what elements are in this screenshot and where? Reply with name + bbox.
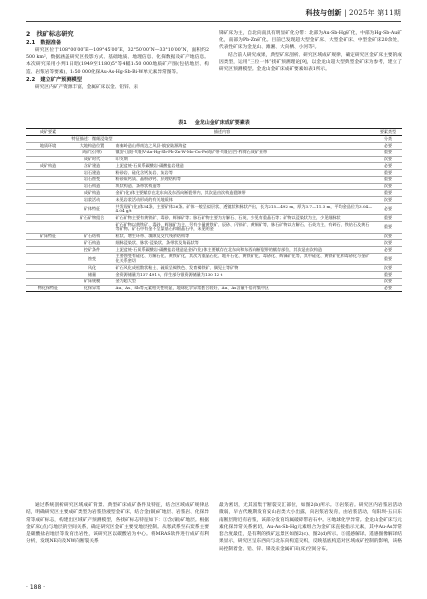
header-type: 要素类型 [374, 129, 402, 136]
cell-description: 细脉浸染状、脉状-浸染状、条带状及角砾状等 [114, 240, 374, 247]
table-row [26, 247, 402, 254]
table-row [26, 253, 402, 264]
cell-category: 地质环境 [26, 142, 70, 149]
subsection-data-prep: 2.1 数据准备 [26, 40, 62, 46]
cell-type: 重要 [374, 170, 402, 177]
bottom-left-column [26, 502, 209, 546]
table-row [26, 240, 402, 247]
table-row [26, 170, 402, 177]
table-row [26, 215, 402, 222]
cell-description: 块状构造、条带状构造等 [114, 183, 374, 190]
cell-element: 成矿构造 [70, 190, 114, 197]
cell-description: 未见岩浆活动形成的有关地质体 [114, 197, 374, 204]
cell-category [26, 265, 70, 272]
cell-element: 矿石构造 [70, 240, 114, 247]
cell-description: 印支期 [114, 156, 374, 163]
table-title: 金龙山金矿床成矿要素表 [194, 120, 250, 126]
cell-category [26, 170, 70, 177]
table-row [26, 163, 402, 170]
cell-type: 必要 [374, 204, 402, 215]
cell-category [26, 197, 70, 204]
cell-category [26, 253, 70, 264]
cell-category [26, 240, 70, 247]
cell-category [26, 278, 70, 285]
body-columns-top [26, 30, 402, 116]
cell-element: 大地构造位置 [70, 142, 114, 149]
cell-type: 次要 [374, 240, 402, 247]
cell-element: 含矿建造 [70, 163, 114, 170]
body-columns-bottom [26, 502, 402, 582]
cell-description: 矿石矿物主要有黄铁矿、毒砂、辉锑矿等；脉石矿物主要为方解石、石英，少见有重晶石等；矿物以浸染状为主，少见细脉状 [114, 215, 374, 222]
cell-category [26, 136, 70, 143]
cell-element: 特征描述：微细浸染型 [71, 135, 113, 141]
paragraph-data-prep: 研究区位于108°00′00″E—109°45′00″E，32°50′00″N—33°10′00″N，面积约2 500 km²，数据涵盖研究区投影方式、基础地质、地理信息、化探数据及矿产地信息。本次研究采用小判1日昭(1949至1180)5°等4幅1:50 000地质矿产图(包括地层、构造、岩浆岩等要素)，1:50 000化探Au-As-Hg-Sb-Bi-W单元素异常图等。 [26, 48, 209, 75]
header-description: 描述内容 [70, 129, 374, 136]
table-row [26, 197, 402, 204]
cell-type: 次要 [374, 278, 402, 285]
bottom-right-column [219, 502, 402, 553]
cell-element: 矿体特征 [70, 204, 114, 215]
cell-element [70, 222, 114, 233]
cell-element: 矿石结构 [70, 233, 114, 240]
cell-category: 物化探特征 [26, 285, 70, 292]
table-row [26, 285, 402, 292]
paragraph-markers-cont: 最为密切，尤其富集于断裂交汇部位，如图2(b)所示。③岩浆岩。研究区内岩浆岩活动微弱，早古代晚期发育安山岩类大小出露，向岩浆岩发育，由岩浆活动，旬阳坝-五日东南断层附近有岩浆，该部分发育均属破碎带岩石中。④地球化学异常。金龙山金矿床与元素化探异常关系密切，Au-As-Sb-Hg元素组合为金矿床直接指示元素，其中Au-As异常套合度最佳，是有利的找矿远景区如图2(c)、图2(d)所示。⑤遥感解译。遥感图像解译结果显示，研究区呈东西向与北东向构造交织，反映基底构造对区域成矿控制的影响，该格局控制着金、铅、锌、锑及汞金属矿田(床)空间分布。 [219, 503, 402, 552]
cell-element: 岩石建造 [70, 170, 114, 177]
table-caption [26, 119, 402, 126]
journal-title [306, 8, 401, 18]
cell-description: 金为超大型 [114, 278, 374, 285]
cell-type: 重要 [374, 149, 402, 156]
table-row [26, 149, 402, 156]
table-row [26, 142, 402, 149]
paragraph-zonation: 锑矿床为主，自北向南具有明显矿化分带：北部为Au-Sb-Hg矿化，中部为Hg-Sb-Au矿化，南部为Pb-Zn矿化。目前已发现超大型金矿床、大型金矿床、中型金矿床20余处，代表性矿床为金龙山、滩湘、大向栖、小河等²。 [219, 31, 402, 51]
cell-category [26, 156, 70, 163]
cell-type: 次要 [374, 183, 402, 190]
cell-type: 分类 [374, 136, 402, 143]
cell-element: 化探异常 [70, 285, 114, 292]
cell-type: 重要 [374, 215, 402, 222]
table-row [26, 156, 402, 163]
cell-element: 控矿条件 [70, 247, 114, 254]
table-row [26, 233, 402, 240]
cell-type: 重要 [374, 222, 402, 233]
header-element: 成矿要素 [26, 129, 70, 136]
cell-element: 成矿区(带) [70, 149, 114, 156]
cell-element: 矿石矿物组合 [70, 215, 114, 222]
cell-type: 必要 [374, 142, 402, 149]
cell-type: 重要 [374, 253, 402, 264]
cell-category [26, 176, 70, 183]
table-row [26, 272, 402, 279]
cell-type: 重要 [374, 190, 402, 197]
cell-description: 上泥盆统-石炭系碳酸岩-碳酸盐岩建造是金矿(化)体主要赋存在北东向和东西向断裂带的赋存部位，其次是由次构造 [114, 247, 374, 254]
table-row [26, 176, 402, 183]
cell-category [26, 272, 70, 279]
cell-element: 矿床规模 [70, 278, 114, 285]
cell-type: 次要 [374, 156, 402, 163]
cell-category [26, 149, 70, 156]
cell-description: Au、As、Sb等元素相关性明显，地球化学异常套合较好，Au、As含量千倍衬集中区 [114, 285, 374, 292]
table-row [26, 136, 402, 143]
cell-element: 岩浆活动 [70, 197, 114, 204]
cell-description: 上泥盆统-石炭系碳酸岩-碳酸盐岩建造 [114, 163, 374, 170]
cell-element: 成矿时代 [70, 156, 114, 163]
cell-type: 次要 [374, 197, 402, 204]
cell-description: 镇安-山阳-旬阳V-Au-Hg-Sb-Pb-Zn-W-Mo-Cu-Fe成矿带-旬阳台凹-柞荷石成矿亚带 [114, 149, 374, 156]
cell-category [26, 204, 70, 215]
table-row [26, 190, 402, 197]
cell-element: 蚀变 [70, 253, 114, 264]
cell-type: 次要 [374, 265, 402, 272]
cell-description [114, 136, 374, 143]
cell-description: 金矿(化)体主要赋存在北东向及东西向断裂带内，其次是由次构造裂隙带 [114, 190, 374, 197]
page-number: · 188 · [26, 584, 46, 591]
journal-issue: | 2025年 第11期 [344, 9, 401, 17]
cell-category [26, 215, 70, 222]
table-header-row [26, 129, 402, 136]
cell-type: 重要 [374, 272, 402, 279]
cell-description: 共发现矿(化)体34条，主要矿体26条。矿体一般呈似层状、透镜状和脉状产出，长为215—492 m，厚为3.7—11.3 m，平均金品位为3.04—4.04 g/t [115, 203, 373, 214]
left-column [26, 30, 209, 91]
cell-description: 矿石风化成松散状粘土、硫质呈褐铁色、发育褐铁矿、偶见土等矿物 [114, 265, 374, 272]
cell-category: 成矿构造 [26, 163, 70, 170]
cell-element: 风化 [70, 265, 114, 272]
cell-category [26, 183, 70, 190]
paragraph-markers: 通过系统剖析研究区域成矿背景、典型矿床成矿条件及特征，结合区域成矿规律总结，明确研究区主要成矿类型为岩浆热液型金矿床，结合金(铜)矿地层、岩浆岩、化探异常等成矿标志，构建出区域矿产预测模型，各找矿标志特征如下：①含(铜)矿地层。根据金矿床(点)与地层的空间关系，确定研究区金矿主要受地层控制。从寒武系至石炭系主要是碳酸盐岩地层等发育出岩性，该研究区以碳酸岩为中心。将MRAS软件进行成矿有利分析，发现NE向及NW向断裂关系 [26, 503, 209, 545]
subsection-model: 2.2 建立矿产预测模型 [26, 76, 82, 83]
cell-type: 必要 [374, 163, 402, 170]
cell-description: 南秦岭造山带南边之风县-镇安陆源海盆 [114, 142, 374, 149]
cell-category: 矿床特征 [26, 233, 70, 240]
journal-name: 科技与创新 [305, 9, 342, 17]
paragraph-prediction: 结合前人研究成果，典型矿床剖析、研究区域成矿规律，确定研究区金矿床主要的成因类型，运用“三位一体”找矿预测理论[9]，以金龙山超大型典型金矿床为参考，建立了研究区预测模型。金龙山金矿床成矿要素如表1所示。 [219, 52, 402, 73]
table-row [26, 183, 402, 190]
cell-description: 粉砂岩、硅化含钙灰岩、灰岩等 [114, 170, 374, 177]
cell-category [26, 247, 70, 254]
cell-element: 储量 [70, 272, 114, 279]
table-row [26, 222, 402, 233]
cell-element: 岩石蚀变 [70, 176, 114, 183]
cell-description: 粒状、增生环带、填隙及交代残余结构等 [114, 233, 374, 240]
cell-description: 主要蚀变有硅化、方解石化、黄铁矿化，其次为重晶石化、地开石化、黄铁矿化、毒砂化、辉锑矿化等，其中硅化、黄铁矿化和毒砂化与金矿化关系密切 [114, 253, 374, 264]
cell-type: 重要 [374, 176, 402, 183]
cell-type: 必要 [374, 285, 402, 292]
cell-description: 矿石矿物以黄铁矿、毒砂、辉锑矿为主，另有少量黄铁矿、辰砂、闪锌矿、黄铜矿等，脉石矿物以方解石、石英为主，有碎石、铁钻石及黄石等矿物。矿石中有金不呈蒙基石和细晶石中，未见明金 [114, 222, 374, 233]
cell-element: 岩石构造 [70, 183, 114, 190]
section-heading: 2 找矿标志研究 [26, 31, 74, 38]
cell-description: 金资源储量为137 491 t，伴生部分银资源储量为130 12 t [114, 272, 374, 279]
right-column [219, 30, 402, 73]
cell-category [26, 190, 70, 197]
cell-description: 粉砂质钙质、晶粉砂钙、层理结构等 [114, 176, 374, 183]
cell-type: 次要 [374, 233, 402, 240]
ore-elements-table [26, 128, 402, 292]
table-row [26, 265, 402, 272]
cell-type: 必要 [374, 247, 402, 254]
paragraph-model: 研究区内矿产资源丰富，金属矿床以金、铅锌、汞 [35, 84, 139, 90]
header-rule [26, 21, 401, 22]
cell-category [26, 222, 70, 233]
table-row [26, 278, 402, 285]
table-number: 表1 [178, 120, 187, 126]
table-row [26, 204, 402, 215]
page-header [0, 0, 427, 26]
